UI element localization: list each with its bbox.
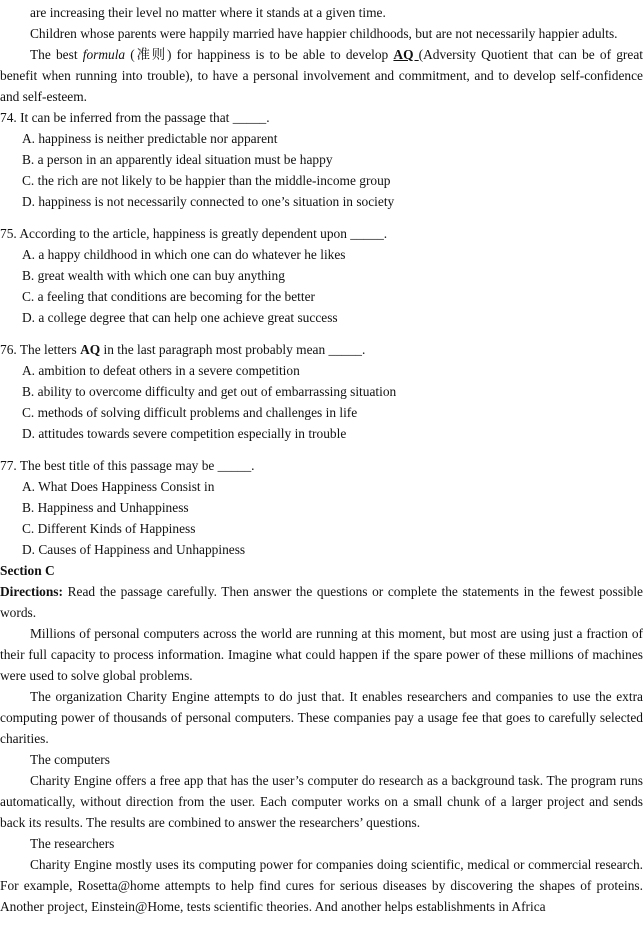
- formula-word: formula: [82, 47, 126, 62]
- formula-text-a: The best: [30, 47, 83, 62]
- spacer: [0, 328, 643, 339]
- spacer: [0, 444, 643, 455]
- section-heading: Section C: [0, 563, 55, 578]
- aq-term: AQ: [80, 342, 101, 357]
- option-d: D. happiness is not necessarily connected to one’s situation in society: [22, 194, 395, 209]
- option-d: D. attitudes towards severe competition especially in trouble: [22, 426, 347, 441]
- option-b: B. great wealth with which one can buy anything: [22, 268, 285, 283]
- option-c: C. the rich are not likely to be happier than the middle-income group: [22, 173, 391, 188]
- intro-paragraph-formula: [0, 44, 643, 107]
- passage-paragraph-4: Charity Engine mostly uses its computing power for companies doing scientific, medical or commercial research. For example, Rosetta@home attempts to help find cures for serious diseases by discovering the shapes of proteins. Another project, Einstein@Home, tests scientific theories. And another helps establishments in Africa: [0, 857, 643, 914]
- question-stem: [0, 339, 643, 360]
- subheading-computers: The computers: [30, 752, 110, 767]
- option-b: B. ability to overcome difficulty and get out of embarrassing situation: [22, 384, 397, 399]
- question-74: [0, 107, 643, 212]
- option-a: A. What Does Happiness Consist in: [22, 479, 215, 494]
- option-c: C. Different Kinds of Happiness: [22, 521, 196, 536]
- option-d: D. Causes of Happiness and Unhappiness: [22, 542, 246, 557]
- option-d: D. a college degree that can help one achieve great success: [22, 310, 338, 325]
- formula-text-b: (准则) for happiness is to be able to develop: [125, 47, 394, 62]
- intro-paragraph-parents: Children whose parents were happily married have happier childhoods, but are not necessarily happier adults.: [30, 26, 618, 41]
- aq-term: AQ: [393, 47, 419, 62]
- directions-text: Read the passage carefully. Then answer the questions or complete the statements in the fewest possible words.: [0, 584, 643, 620]
- directions-label: Directions:: [0, 584, 63, 599]
- spacer: [0, 212, 643, 223]
- formula-text-c: (Adversity Quotient that can be of great benefit when running into trouble), to have a personal involvement and commitment, and to develop self-confidence and self-esteem.: [0, 47, 643, 104]
- passage-paragraph-1: Millions of personal computers across the world are running at this moment, but most are using just a fraction of their full capacity to process information. Imagine what could happen if the spare power of these millions of machines were used to solve global problems.: [0, 626, 643, 683]
- stem-text-c: in the last paragraph most probably mean _____.: [100, 342, 366, 357]
- question-76: [0, 339, 643, 444]
- option-b: B. Happiness and Unhappiness: [22, 500, 189, 515]
- option-b: B. a person in an apparently ideal situation must be happy: [22, 152, 333, 167]
- option-a: A. happiness is neither predictable nor apparent: [22, 131, 278, 146]
- subheading-researchers: The researchers: [30, 836, 115, 851]
- stem-text-a: 76. The letters: [0, 342, 81, 357]
- question-75: [0, 223, 643, 328]
- option-a: A. a happy childhood in which one can do whatever he likes: [22, 247, 346, 262]
- passage-paragraph-3: Charity Engine offers a free app that has the user’s computer do research as a background task. The program runs automatically, without direction from the user. Each computer works on a small chunk of a larger project and sends back its results. The results are combined to answer the researchers’ questions.: [0, 773, 643, 830]
- question-stem: 74. It can be inferred from the passage that _____.: [0, 110, 270, 125]
- directions: [0, 581, 643, 623]
- passage-paragraph-2: The organization Charity Engine attempts to do just that. It enables researchers and companies to use the extra computing power of thousands of personal computers. These companies pay a usage fee that goes to carefully selected charities.: [0, 689, 643, 746]
- intro-line: are increasing their level no matter where it stands at a given time.: [30, 5, 386, 20]
- option-a: A. ambition to defeat others in a severe competition: [22, 363, 300, 378]
- question-stem: 75. According to the article, happiness is greatly dependent upon _____.: [0, 226, 388, 241]
- question-77: [0, 455, 643, 560]
- option-c: C. a feeling that conditions are becoming for the better: [22, 289, 316, 304]
- question-stem: 77. The best title of this passage may be _____.: [0, 458, 255, 473]
- option-c: C. methods of solving difficult problems and challenges in life: [22, 405, 358, 420]
